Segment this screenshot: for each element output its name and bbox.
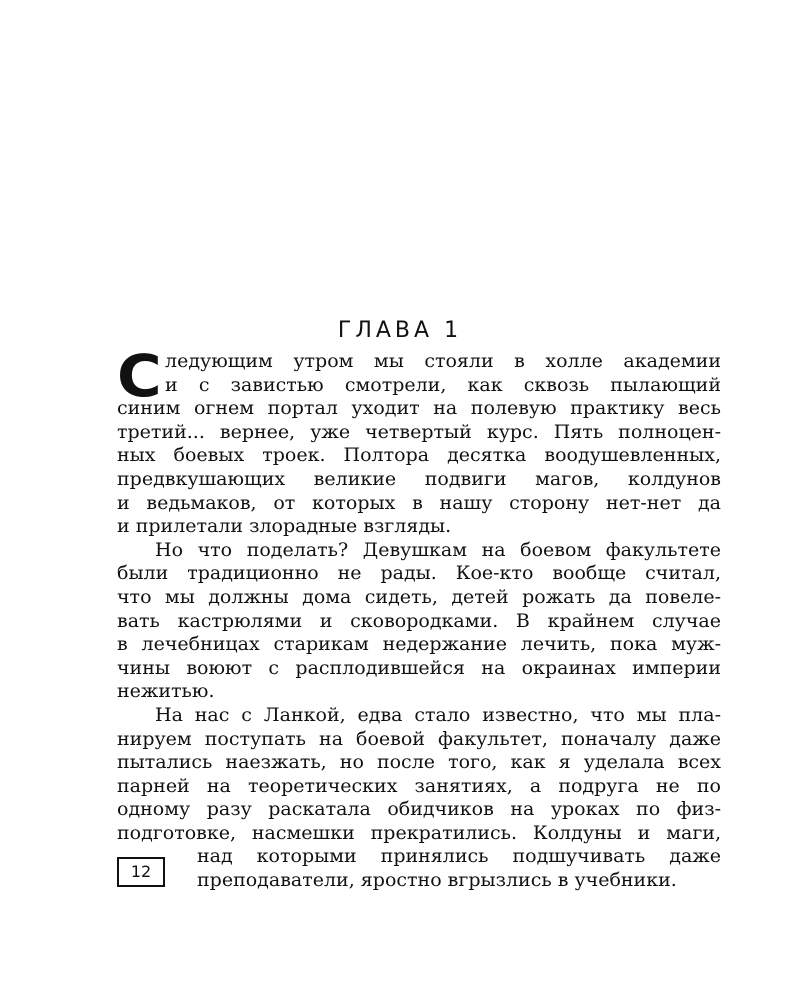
text-line: ледующим утром мы стояли в холле академии <box>165 350 721 372</box>
text-line: что мы должны дома сидеть, детей рожать да повеле- <box>117 585 721 608</box>
text-line: и ведьмаков, от которых в нашу сторону нет-нет да <box>117 491 721 514</box>
text-line: вать кастрюлями и сковородками. В крайнем случае <box>117 609 721 632</box>
text-line: парней на теоретических занятиях, а подруга не по <box>117 774 721 797</box>
text-line: третий... вернее, уже четвертый курс. Пять полноцен- <box>117 420 721 443</box>
text-line: Но что поделать? Девушкам на боевом факультете <box>155 538 721 561</box>
text-line: и прилетали злорадные взгляды. <box>117 515 452 538</box>
text-line: в лечебницах старикам недержание лечить, пока муж- <box>117 633 721 656</box>
text-line: На нас с Ланкой, едва стало известно, что мы пла- <box>155 703 721 726</box>
paragraph <box>117 704 721 893</box>
text-line: подготовке, насмешки прекратились. Колдуны и маги, <box>117 821 721 844</box>
text-line: чины воюют с расплодившейся на окраинах империи <box>117 656 721 679</box>
text-line: синим огнем портал уходит на полевую практику весь <box>117 397 721 420</box>
paragraph <box>117 539 721 704</box>
drop-cap: С <box>117 342 162 410</box>
text-line: были традиционно не рады. Кое-кто вообще считал, <box>117 562 721 585</box>
page-number: 12 <box>117 857 165 887</box>
body-text <box>117 342 721 893</box>
text-line: и с завистью смотрели, как сквозь пылающий <box>165 373 721 396</box>
text-line: нежитью. <box>117 680 215 703</box>
text-line: предвкушающих великие подвиги магов, колдунов <box>117 467 721 490</box>
text-line: пытались наезжать, но после того, как я уделала всех <box>117 751 721 774</box>
chapter-title: ГЛАВА 1 <box>337 318 463 343</box>
text-line: ных боевых троек. Полтора десятка воодушевленных, <box>117 444 721 467</box>
text-line: нируем поступать на боевой факультет, поначалу даже <box>117 727 721 750</box>
text-line: одному разу раскатала обидчиков на уроках по физ- <box>117 798 721 821</box>
text-line: преподаватели, яростно вгрызлись в учебники. <box>197 869 677 892</box>
paragraph <box>117 342 721 539</box>
text-line: над которыми принялись подшучивать даже <box>197 845 721 868</box>
